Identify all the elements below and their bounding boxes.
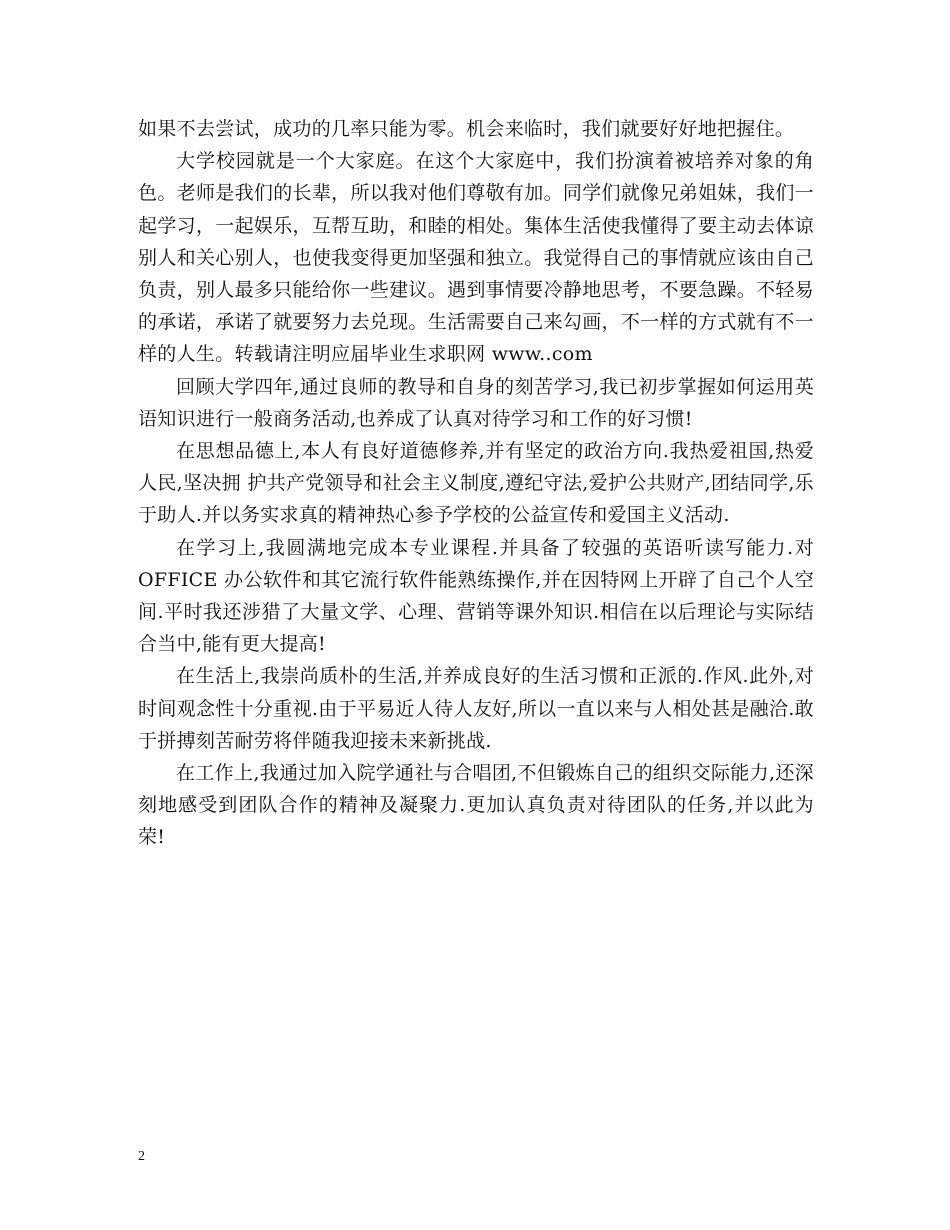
paragraph-2: 大学校园就是一个大家庭。在这个大家庭中，我们扮演着被培养对象的角色。老师是我们的长辈，所以我对他们尊敬有加。同学们就像兄弟姐妹，我们一起学习，一起娱乐，互帮互助，和睦的相处。集体生活使我懂得了要主动去体谅别人和关心别人，也使我变得更加坚强和独立。我觉得自己的事情就应该由自己负责，别人最多只能给你一些建议。遇到事情要冷静地思考，不要急躁。不轻易的承诺，承诺了就要努力去兑现。生活需要自己来勾画，不一样的方式就有不一样的人生。转载请注明应届毕业生求职网 www..com [138,150,814,366]
paragraph-7: 在工作上,我通过加入院学通社与合唱团,不但锻炼自己的组织交际能力,还深刻地感受到团队合作的精神及凝聚力.更加认真负责对待团队的任务,并以此为荣! [138,762,814,849]
paragraph-6: 在生活上,我崇尚质朴的生活,并养成良好的生活习惯和正派的.作风.此外,对时间观念性十分重视.由于平易近人待人友好,所以一直以来与人相处甚是融洽.敢于拼搏刻苦耐劳将伴随我迎接未来新挑战. [138,665,814,752]
paragraph-1: 如果不去尝试，成功的几率只能为零。机会来临时，我们就要好好地把握住。 [138,118,795,140]
page-number: 2 [138,1149,145,1164]
paragraph-3: 回顾大学四年,通过良师的教导和自身的刻苦学习,我已初步掌握如何运用英语知识进行一般商务活动,也养成了认真对待学习和工作的好习惯! [138,375,814,430]
paragraph-5: 在学习上,我圆满地完成本专业课程.并具备了较强的英语听读写能力.对 OFFICE 办公软件和其它流行软件能熟练操作,并在因特网上开辟了自己个人空间.平时我还涉猎了大量文学、心理、营销等课外知识.相信在以后理论与实际结合当中,能有更大提高! [138,536,814,656]
body-text [138,113,814,854]
paragraph-4: 在思想品德上,本人有良好道德修养,并有坚定的政治方向.我热爱祖国,热爱人民,坚决拥 护共产党领导和社会主义制度,遵纪守法,爱护公共财产,团结同学,乐于助人.并以务实求真的精神热心参予学校的公益宣传和爱国主义活动. [138,440,814,527]
